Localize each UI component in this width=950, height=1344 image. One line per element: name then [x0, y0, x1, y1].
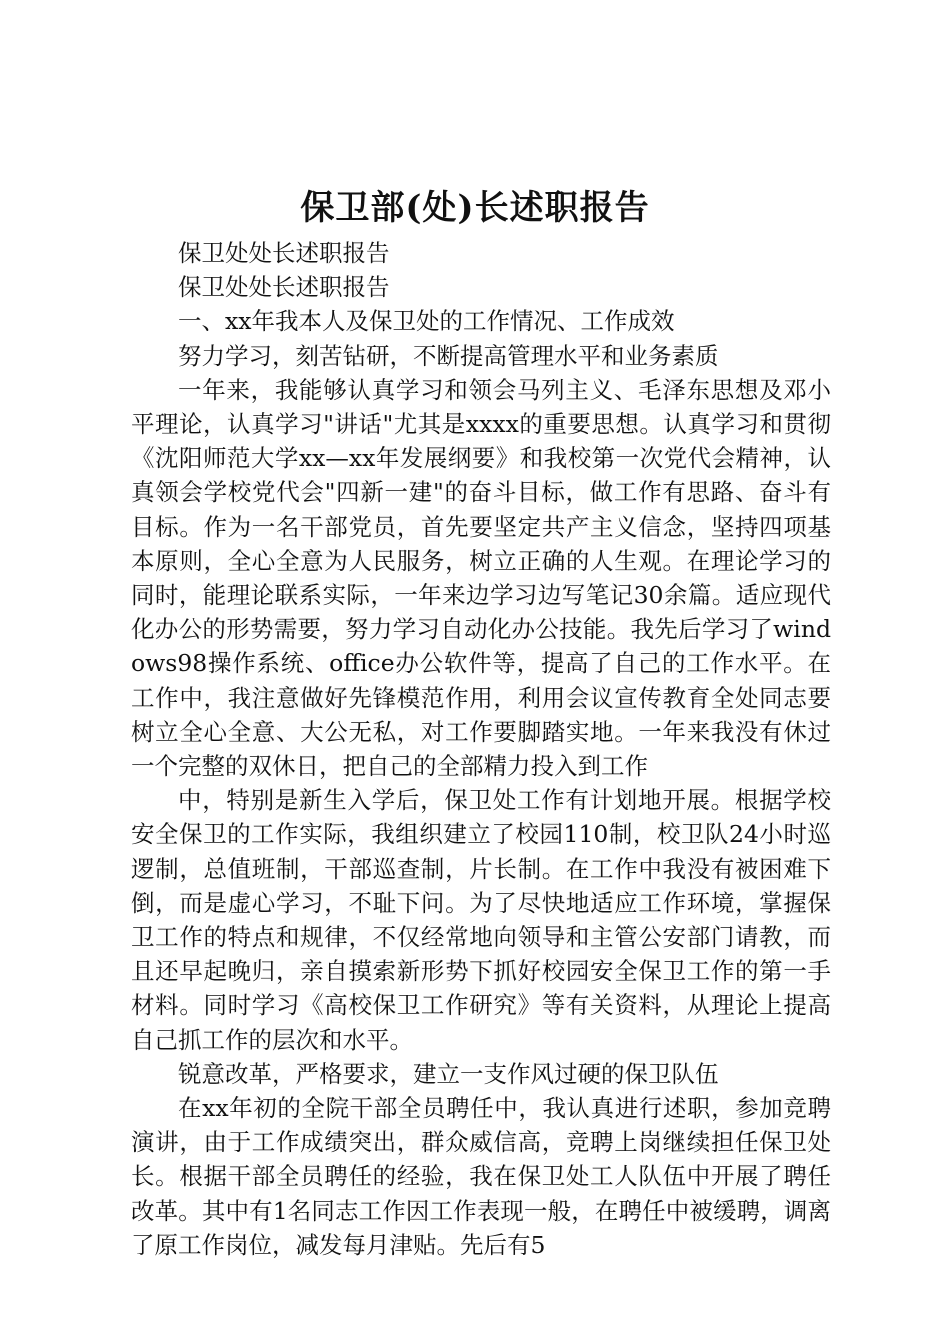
- paragraph-subtitle-2: 保卫处处长述职报告: [178, 273, 390, 302]
- subsection-heading-study: 努力学习，刻苦钻研，不断提高管理水平和业务素质: [178, 341, 719, 370]
- paragraph-subtitle-1: 保卫处处长述职报告: [178, 239, 390, 267]
- document-title: 保卫部(处)长述职报告: [300, 188, 650, 228]
- paragraph-reform: 在xx年初的全院干部全员聘任中，我认真进行述职，参加竞聘演讲，由于工作成绩突出，群众威信高，竞聘上岗继续担任保卫处长。根据干部全员聘任的经验，我在保卫处工人队伍中开展了聘任改革。其中有1名同志工作因工作表现一般，在聘任中被缓聘，调离了原工作岗位，减发每月津贴。先后有5: [131, 1094, 831, 1259]
- subsection-heading-reform: 锐意改革，严格要求，建立一支作风过硬的保卫队伍: [178, 1059, 719, 1088]
- paragraph-work: 中，特别是新生入学后，保卫处工作有计划地开展。根据学校安全保卫的工作实际，我组织建立了校园110制，校卫队24小时巡逻制，总值班制，干部巡查制，片长制。在工作中我没有被困难下倒，而是虚心学习，不耻下问。为了尽快地适应工作环境，掌握保卫工作的特点和规律，不仅经常地向领导和主管公安部门请教，而且还早起晚归，亲自摸索新形势下抓好校园安全保卫工作的第一手材料。同时学习《高校保卫工作研究》等有关资料，从理论上提高自己抓工作的层次和水平。: [131, 786, 831, 1054]
- document-body: [131, 236, 831, 1262]
- section-heading: 一、xx年我本人及保卫处的工作情况、工作成效: [178, 307, 675, 336]
- paragraph-study: 一年来，我能够认真学习和领会马列主义、毛泽东思想及邓小平理论，认真学习"讲话"尤其是xxxx的重要思想。认真学习和贯彻《沈阳师范大学xx—xx年发展纲要》和我校第一次党代会精神，认真领会学校党代会"四新一建"的奋斗目标，做工作有思路、奋斗有目标。作为一名干部党员，首先要坚定共产主义信念，坚持四项基本原则，全心全意为人民服务，树立正确的人生观。在理论学习的同时，能理论联系实际，一年来边学习边写笔记30余篇。适应现代化办公的形势需要，努力学习自动化办公技能。我先后学习了windows98操作系统、office办公软件等，提高了自己的工作水平。在工作中，我注意做好先锋模范作用，利用会议宣传教育全处同志要树立全心全意、大公无私，对工作要脚踏实地。一年来我没有休过一个完整的双休日，把自己的全部精力投入到工作: [131, 375, 831, 781]
